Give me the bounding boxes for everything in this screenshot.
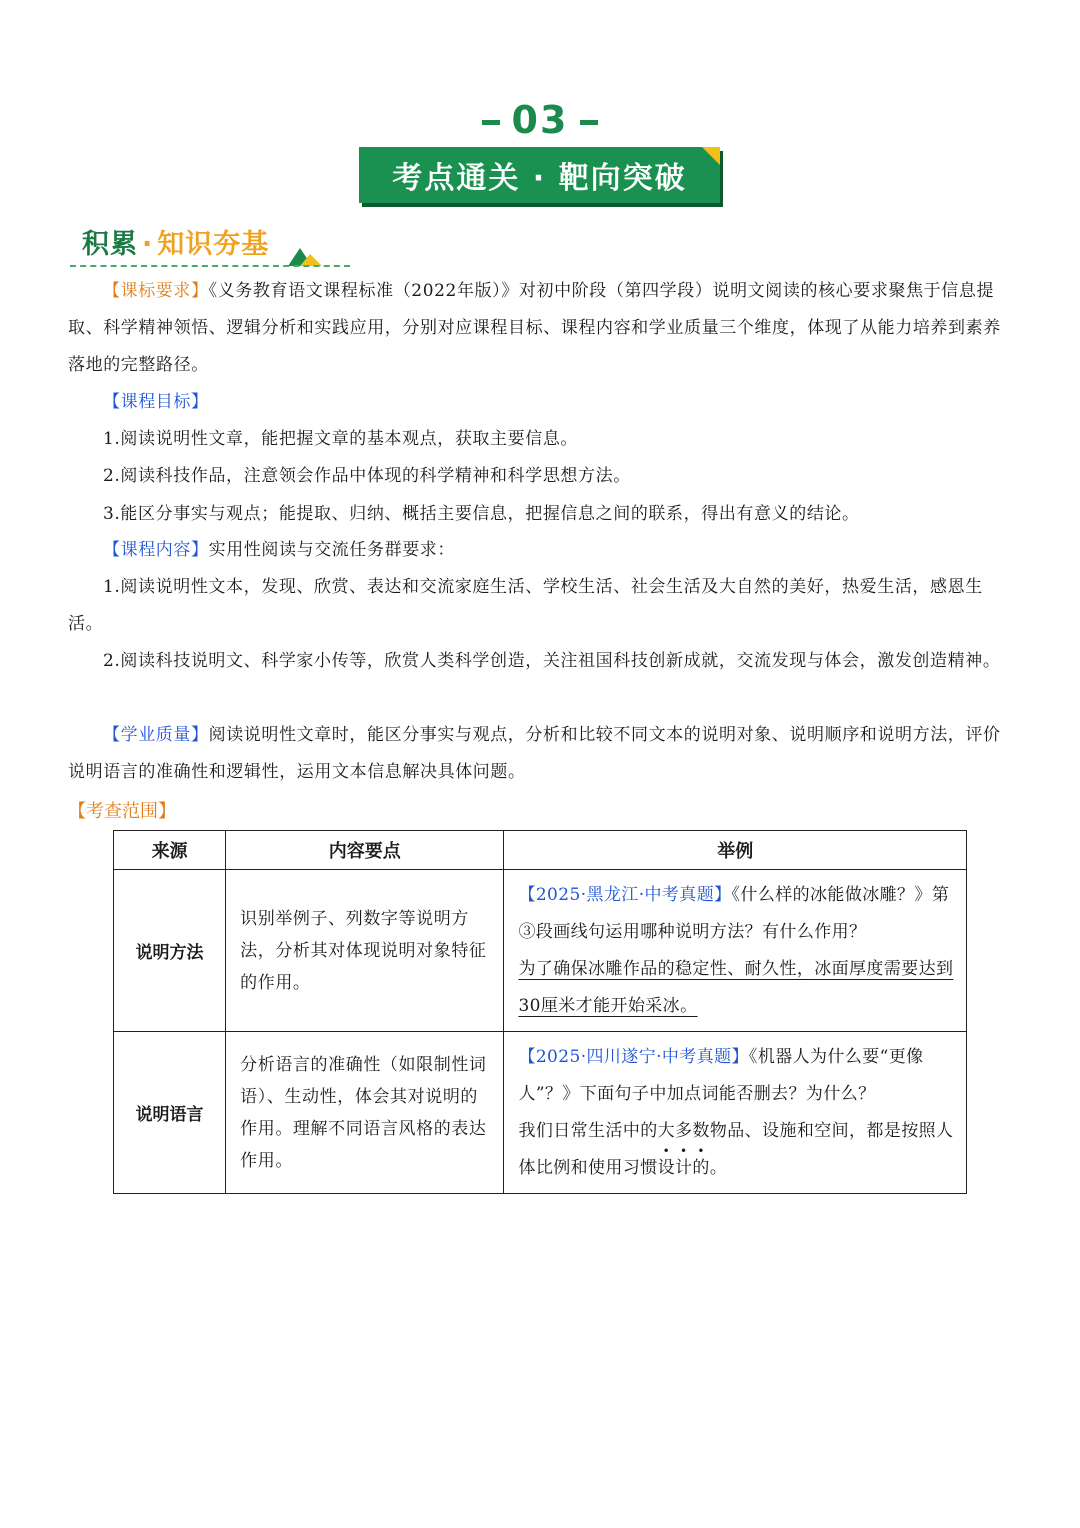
example-question: 《什么样的冰能做冰雕？》第③段画线句运用哪种说明方法？有什么作用？ — [518, 884, 950, 942]
banner-title: 考点通关 · 靶向突破 — [392, 161, 687, 196]
academic-quality-text: 阅读说明性文章时，能区分事实与观点，分析和比较不同文本的说明对象、说明顺序和说明方法，评价说明语言的准确性和逻辑性，运用文本信息解决具体问题。 — [68, 725, 1001, 782]
course-content-heading — [103, 532, 455, 569]
curriculum-requirement-tag: 【课标要求】 — [103, 281, 209, 301]
emphasized-word-char: 大 — [657, 1120, 676, 1141]
dash-left — [482, 120, 500, 125]
banner-corner-decoration — [702, 147, 720, 165]
emphasized-word-char: 多 — [675, 1120, 693, 1141]
section-number — [0, 98, 1080, 150]
example-source-tag: 【2025·四川遂宁·中考真题】 — [518, 1046, 749, 1067]
table-row — [114, 1032, 967, 1194]
table-header-row — [114, 831, 967, 870]
table-cell-example — [504, 870, 967, 1032]
section-number-text: 03 — [511, 98, 569, 142]
table-cell-points: 分析语言的准确性（如限制性词语）、生动性，体会其对说明的作用。理解不同语言风格的表达作用。 — [226, 1032, 504, 1194]
exam-scope-title: 【考查范围】 — [68, 801, 176, 822]
course-content-item: 2.阅读科技说明文、科学家小传等，欣赏人类科学创造，关注祖国科技创新成就，交流发现与体会，激发创造精神。 — [103, 651, 1001, 671]
table-header-points: 内容要点 — [226, 831, 504, 870]
example-sentence-end: 物品、设施和空间，都是按照人体比例和使用习惯设计的。 — [518, 1120, 954, 1178]
course-content-intro: 实用性阅读与交流任务群要求： — [208, 540, 456, 560]
table-header-example: 举例 — [504, 831, 967, 870]
emphasized-word-char: 数 — [692, 1120, 710, 1141]
table-cell-source: 说明方法 — [114, 870, 226, 1032]
example-underlined-sentence: 为了确保冰雕作品的稳定性、耐久性，冰面厚度需要达到30厘米才能开始采冰。 — [518, 958, 954, 1016]
table-row — [114, 870, 967, 1032]
example-sentence-start: 我们日常生活中的 — [518, 1120, 658, 1141]
course-goals-heading — [103, 384, 209, 421]
subsection-title — [82, 222, 269, 261]
table-cell-source: 说明语言 — [114, 1032, 226, 1194]
subsection-title-sep: · — [142, 229, 154, 260]
subsection-title-part2: 知识夯基 — [157, 229, 270, 260]
course-goal-item: 2.阅读科技作品，注意领会作品中体现的科学精神和科学思想方法。 — [103, 466, 631, 486]
section-banner — [359, 147, 720, 203]
course-goal-item: 1.阅读说明性文章，能把握文章的基本观点，获取主要信息。 — [103, 429, 579, 449]
subsection-underline — [70, 265, 350, 267]
course-goals-tag: 【课程目标】 — [103, 392, 209, 412]
table-header-source: 来源 — [114, 831, 226, 870]
course-content-tag: 【课程内容】 — [103, 540, 209, 560]
course-goal-item: 3.能区分事实与观点；能提取、归纳、概括主要信息，把握信息之间的联系，得出有意义的结论。 — [103, 504, 860, 524]
table-cell-example — [504, 1032, 967, 1194]
curriculum-requirement-text: 《义务教育语文课程标准（2022年版）》对初中阶段（第四学段）说明文阅读的核心要求聚焦于信息提取、科学精神领悟、逻辑分析和实践应用，分别对应课程目标、课程内容和学业质量三个维度，体现了从能力培养到素养落地的完整路径。 — [68, 281, 1001, 375]
academic-quality-tag: 【学业质量】 — [103, 725, 209, 745]
subsection-title-part1: 积累 — [82, 229, 138, 260]
academic-quality-paragraph — [68, 717, 1018, 791]
subsection-header — [70, 222, 360, 272]
example-question: 《机器人为什么要“更像人”？》下面句子中加点词能否删去？为什么？ — [518, 1046, 924, 1104]
exam-scope-table — [113, 830, 967, 1194]
example-source-tag: 【2025·黑龙江·中考真题】 — [518, 884, 732, 905]
table-cell-points: 识别举例子、列数字等说明方法，分析其对体现说明对象特征的作用。 — [226, 870, 504, 1032]
dash-right — [580, 120, 598, 125]
course-content-item: 1.阅读说明性文本，发现、欣赏、表达和交流家庭生活、学校生活、社会生活及大自然的美好，热爱生活，感恩生活。 — [68, 577, 983, 634]
curriculum-requirement-paragraph — [68, 273, 1018, 384]
